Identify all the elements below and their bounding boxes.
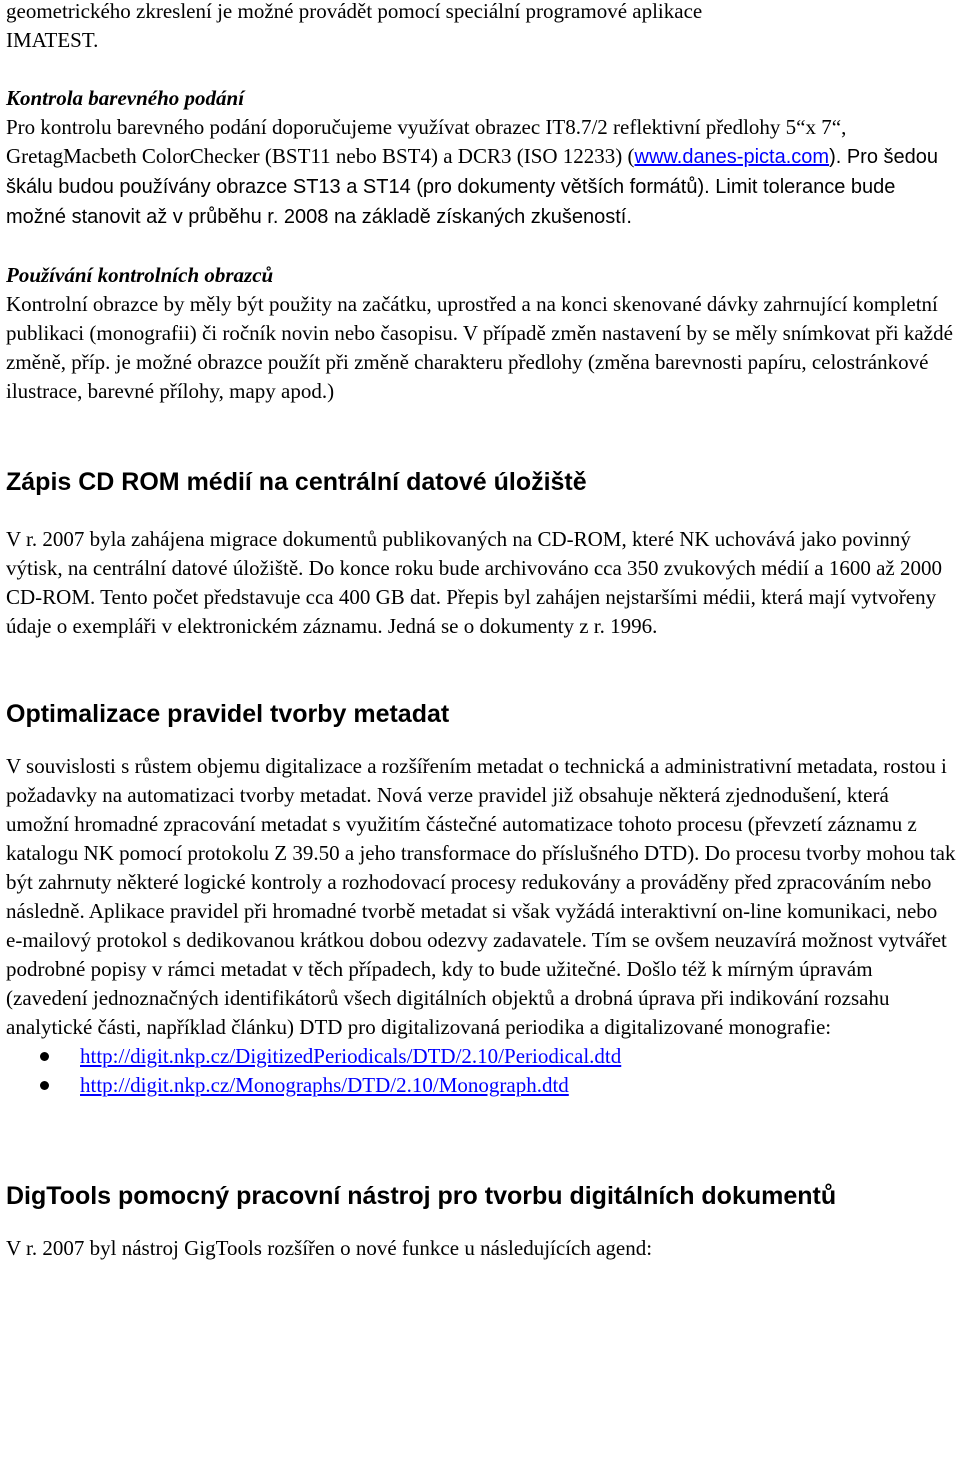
digtools-paragraph: V r. 2007 byl nástroj GigTools rozšířen o nové funkce u následujících agend: [6,1236,653,1260]
digtools-heading: DigTools pomocný pracovní nástroj pro tvorbu digitálních dokumentů [6,1182,837,1210]
cd-rom-paragraph: V r. 2007 byla zahájena migrace dokumentů publikovaných na CD-ROM, které NK uchovává jako povinný výtisk, na centrální datové úložiště. Do konce roku bude archivováno cca 350 zvukových médií a 1600 až 2000 CD-ROM. Tento počet představuje cca 400 GB dat. Přepis byl zahájen nejstaršími médii, která mají vytvořeny údaje o exempláři v elektronickém záznamu. Jedná se o dokumenty z r. 1996. [6,527,942,638]
bullet-icon [40,1081,49,1090]
color-check-title: Kontrola barevného podání [6,86,245,110]
danes-picta-link[interactable]: www.danes-picta.com [634,146,830,168]
cd-rom-heading: Zápis CD ROM médií na centrální datové úložiště [6,468,587,496]
control-images-paragraph: Kontrolní obrazce by měly být použity na začátku, uprostřed a na konci skenované dávky zahrnující kompletní publikaci (monografii) či ročník novin nebo časopisu. V případě změn nastavení by se měly snímkovat při každé změně, příp. je možné obrazce použít při změně charakteru předlohy (změna barevnosti papíru, celostránkové ilustrace, barevné přílohy, mapy apod.) [6,292,953,403]
bullet-icon [40,1052,49,1061]
list-item [6,1042,956,1071]
color-check-paragraph [6,113,956,232]
metadata-heading: Optimalizace pravidel tvorby metadat [6,700,450,728]
periodical-dtd-link[interactable]: http://digit.nkp.cz/DigitizedPeriodicals/DTD/2.10/Periodical.dtd [80,1044,622,1068]
monograph-dtd-link[interactable]: http://digit.nkp.cz/Monographs/DTD/2.10/Monograph.dtd [80,1073,569,1097]
dtd-link-list [6,1042,956,1100]
intro-paragraph [6,0,956,55]
control-images-title: Používání kontrolních obrazců [6,263,274,287]
intro-line-1: geometrického zkreslení je možné provádět pomocí speciální programové aplikace [6,0,703,23]
color-check-text-b: ). Pro šedou škálu budou používány obrazce ST13 a ST14 (pro dokumenty větších formátů). Limit tolerance bude možné stanovit až v průběhu r. 2008 na základě získaných zkušeností. [6,146,939,228]
intro-line-2: IMATEST. [6,28,99,52]
color-check-text-a: Pro kontrolu barevného podání doporučujeme využívat obrazec IT8.7/2 reflektivní předlohy 5“x 7“, GretagMacbeth ColorChecker (BST11 nebo BST4) a DCR3 (ISO 12233) ( [6,115,847,168]
list-item [6,1071,956,1100]
metadata-paragraph: V souvislosti s růstem objemu digitalizace a rozšířením metadat o technická a administrativní metadata, rostou i požadavky na automatizaci tvorby metadat. Nová verze pravidel již obsahuje některá zjednodušení, která umožní hromadné zpracování metadat s využitím částečné automatizace tohoto procesu (převzetí záznamu z katalogu NK pomocí protokolu Z 39.50 a jeho transformace do příslušného DTD). Do procesu tvorby mohou tak být zahrnuty některé logické kontroly a rozhodovací procesy redukovány a prováděny před zpracováním nebo následně. Aplikace pravidel při hromadné tvorbě metadat si však vyžádá interaktivní on-line komunikaci, nebo e-mailový protokol s dedikovanou krátkou dobou odezvy zadavatele. Tím se ovšem neuzavírá možnost vytvářet podrobné popisy v rámci metadat v těch případech, kdy to bude užitečné. Došlo též k mírným úpravám (zavedení jednoznačných identifikátorů všech digitálních objektů a drobná úprava při indikování rozsahu analytické části, například článku) DTD pro digitalizovaná periodika a digitalizované monografie: [6,754,956,1039]
document-page [6,0,956,1263]
